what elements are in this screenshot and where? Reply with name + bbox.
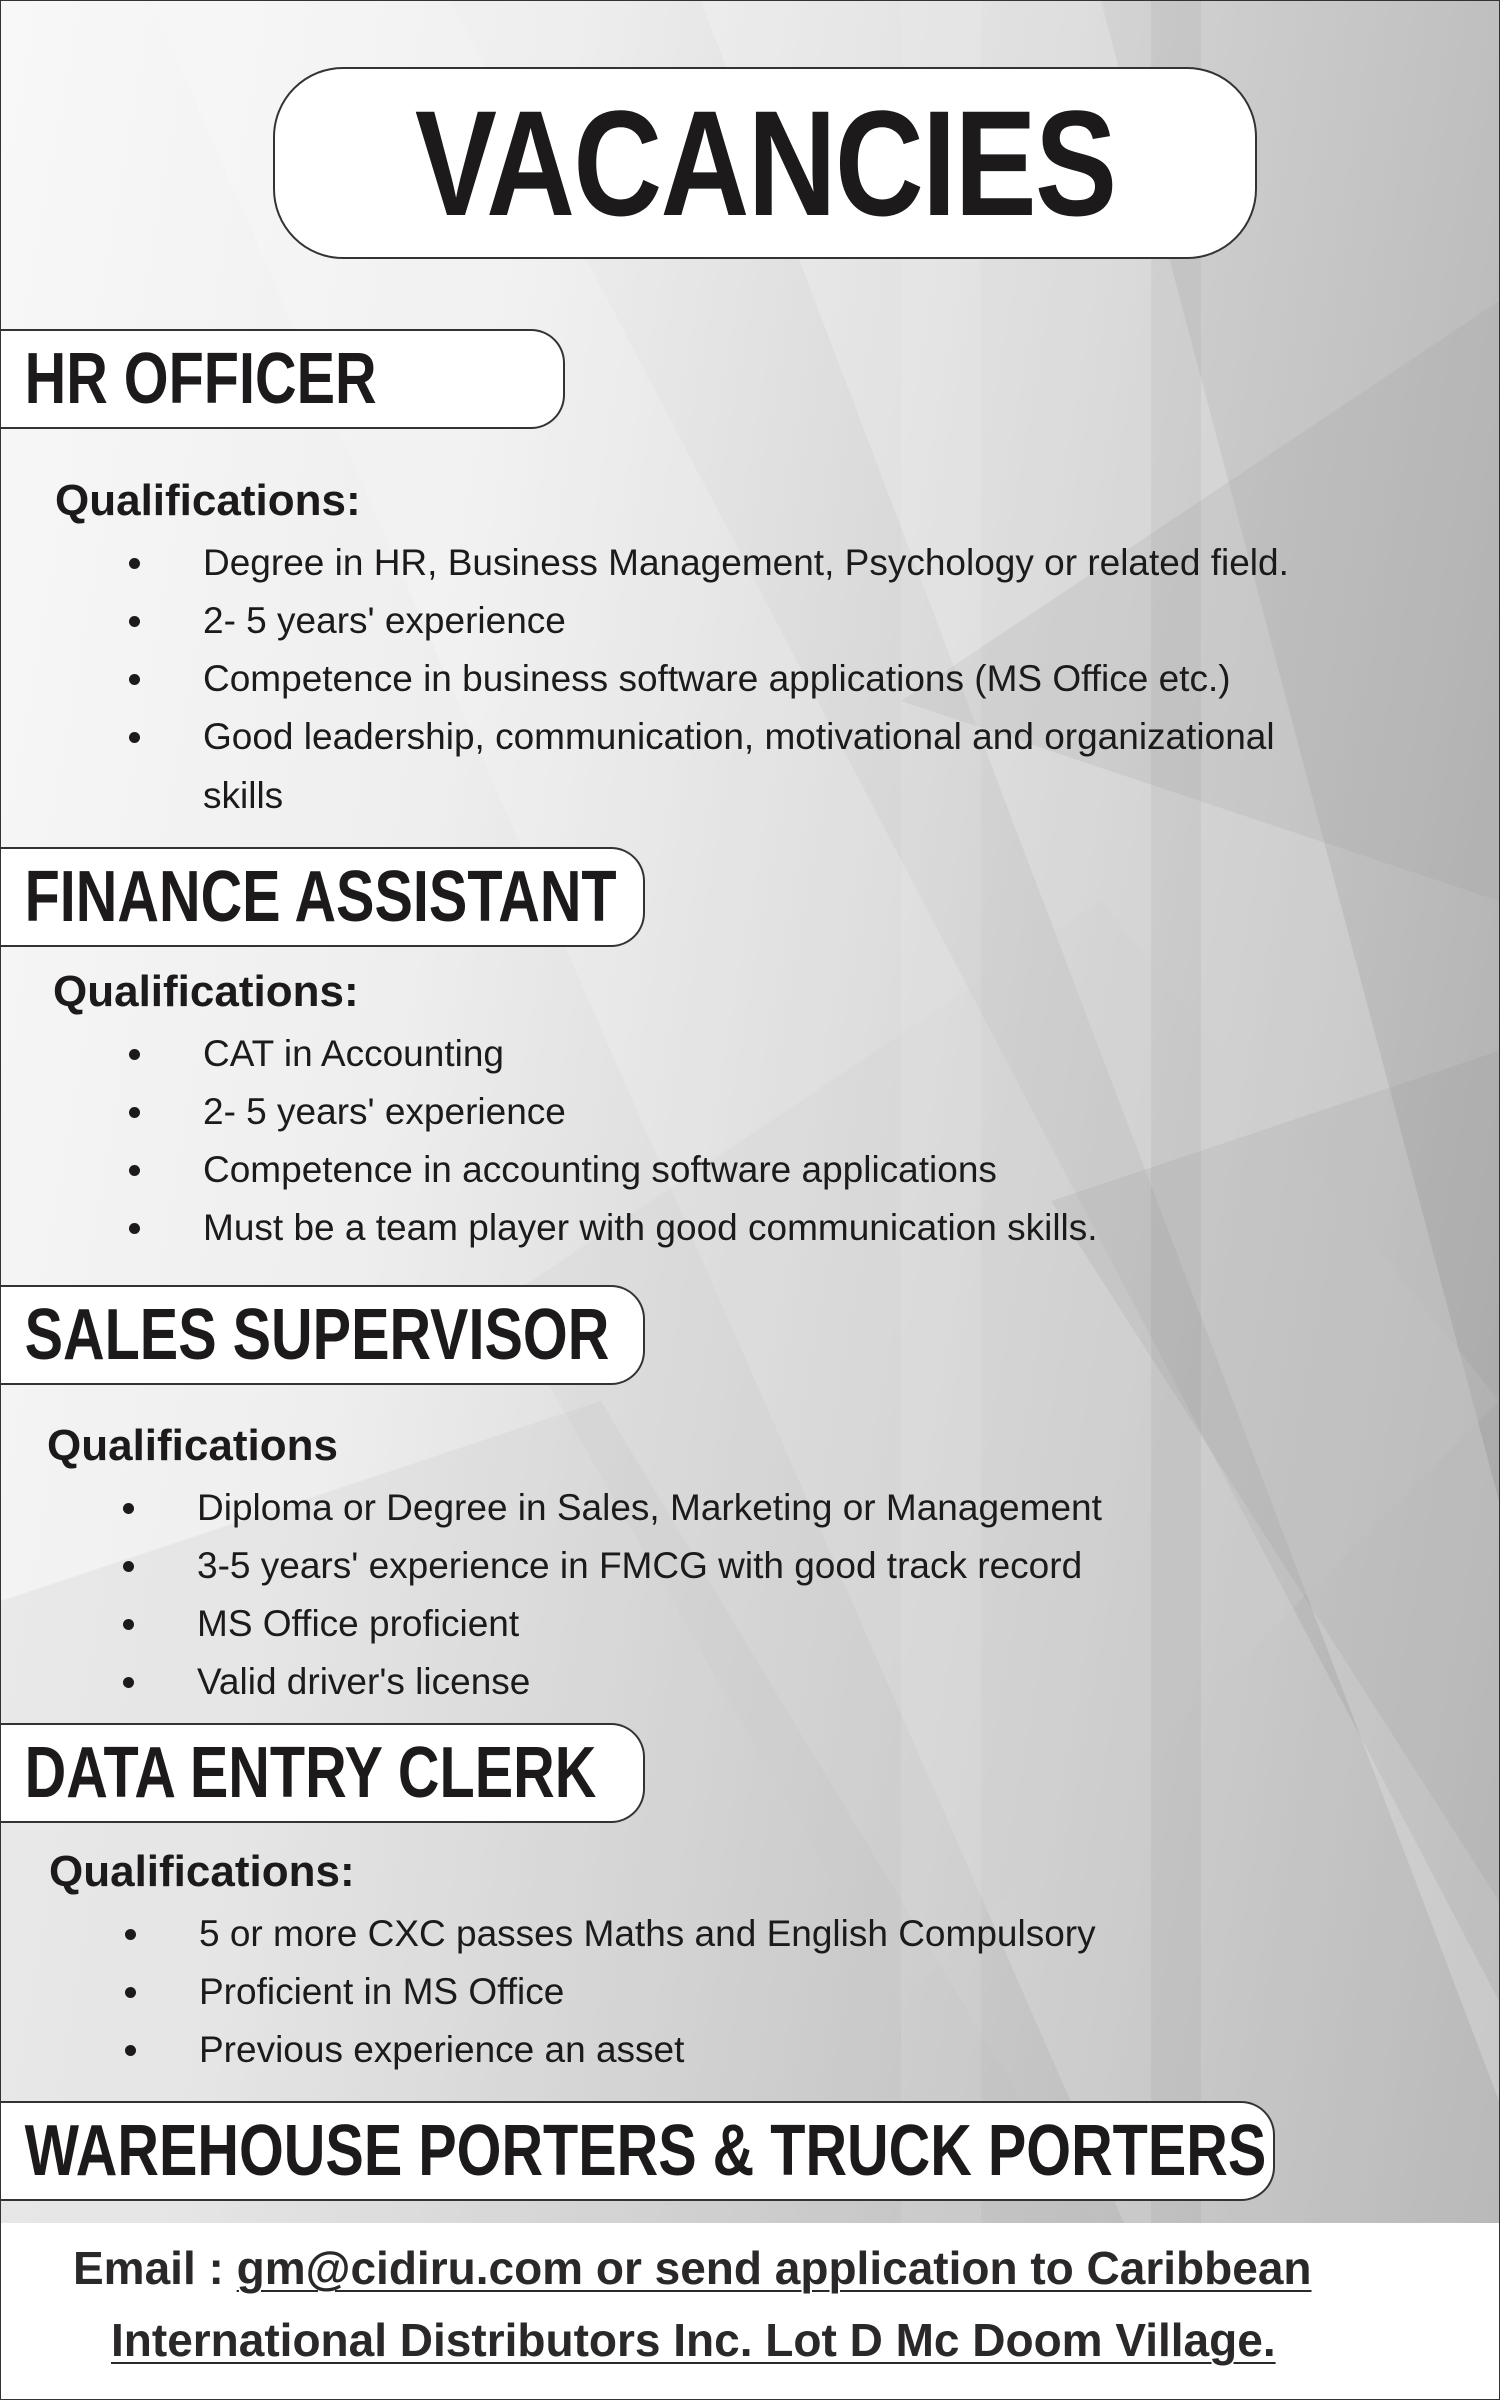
email-label: Email : xyxy=(73,2242,224,2294)
job-tab-sales-supervisor xyxy=(0,1285,645,1385)
qualifications-heading: Qualifications: xyxy=(55,476,361,525)
list-item: MS Office proficient xyxy=(123,1595,1102,1653)
list-item: Previous experience an asset xyxy=(125,2021,1096,2079)
list-item: Valid driver's license xyxy=(123,1653,1102,1711)
list-item-continuation: skills xyxy=(203,775,284,816)
list-item: CAT in Accounting xyxy=(129,1025,1098,1083)
data-entry-clerk-qualifications xyxy=(125,1905,1096,2079)
contact-address: International Distributors Inc. Lot D Mc Doom Village. xyxy=(111,2314,1276,2366)
hr-officer-qualifications xyxy=(129,534,1289,766)
contact-email-link[interactable]: gm@cidiru.com or send application to Caribbean xyxy=(236,2242,1312,2294)
job-title: SALES SUPERVISOR xyxy=(24,1295,610,1375)
list-item: Degree in HR, Business Management, Psychology or related field. xyxy=(129,534,1289,592)
job-tab-finance-assistant xyxy=(0,847,645,947)
qualifications-heading: Qualifications: xyxy=(53,967,359,1016)
contact-line-1 xyxy=(73,2241,1312,2295)
job-tab-data-entry-clerk xyxy=(0,1723,645,1823)
job-title: WAREHOUSE PORTERS & TRUCK PORTERS xyxy=(24,2111,1267,2191)
list-item: 3-5 years' experience in FMCG with good track record xyxy=(123,1537,1102,1595)
job-tab-hr-officer xyxy=(0,329,565,429)
page-title: VACANCIES xyxy=(414,79,1116,247)
qualifications-heading: Qualifications: xyxy=(49,1847,355,1896)
job-title: HR OFFICER xyxy=(24,339,377,419)
list-item: Diploma or Degree in Sales, Marketing or Management xyxy=(123,1479,1102,1537)
list-item: Good leadership, communication, motivational and organizational xyxy=(129,708,1289,766)
list-item: Proficient in MS Office xyxy=(125,1963,1096,2021)
sales-supervisor-qualifications xyxy=(123,1479,1102,1711)
contact-footer xyxy=(1,2223,1499,2399)
list-item: 2- 5 years' experience xyxy=(129,592,1289,650)
job-title: DATA ENTRY CLERK xyxy=(24,1733,597,1813)
job-tab-warehouse-truck-porters xyxy=(0,2101,1275,2201)
list-item: Must be a team player with good communication skills. xyxy=(129,1199,1098,1257)
title-banner xyxy=(273,67,1257,259)
list-item: 2- 5 years' experience xyxy=(129,1083,1098,1141)
finance-assistant-qualifications xyxy=(129,1025,1098,1257)
list-item: 5 or more CXC passes Maths and English Compulsory xyxy=(125,1905,1096,1963)
job-title: FINANCE ASSISTANT xyxy=(24,857,617,937)
qualifications-heading: Qualifications xyxy=(47,1421,338,1470)
list-item: Competence in business software applications (MS Office etc.) xyxy=(129,650,1289,708)
list-item: Competence in accounting software applications xyxy=(129,1141,1098,1199)
